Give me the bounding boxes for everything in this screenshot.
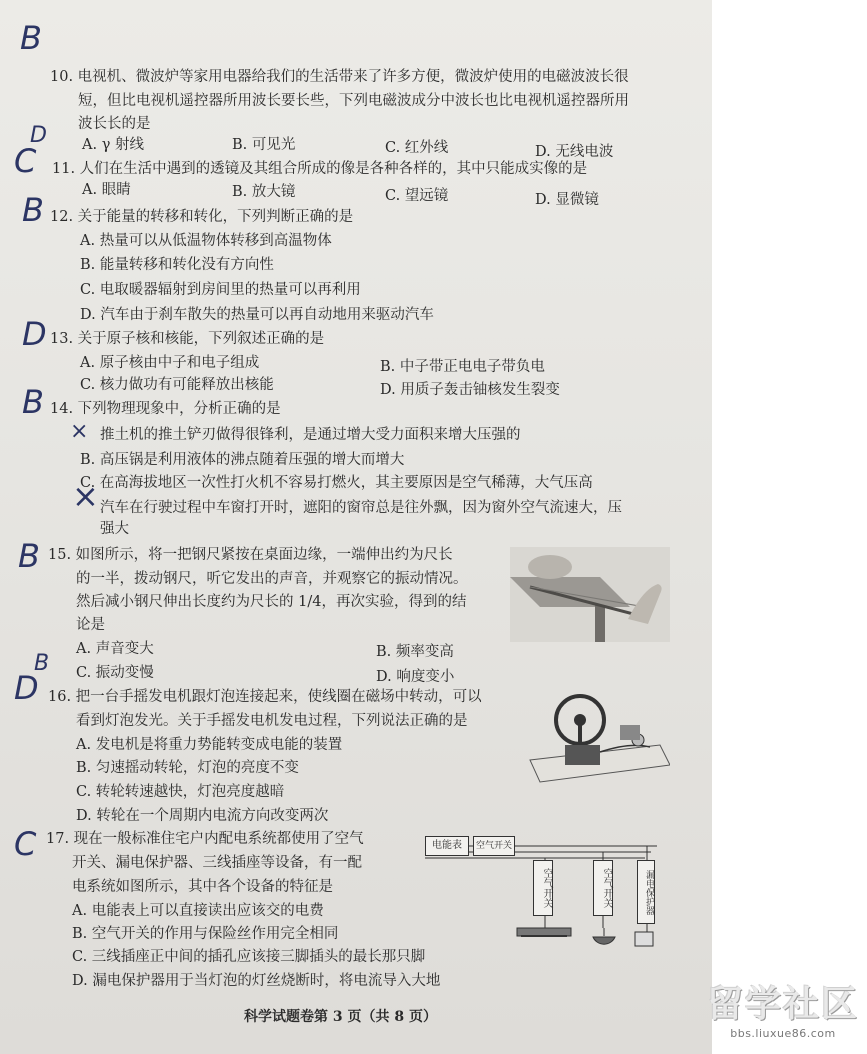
handwritten-cross-mark-a: × (70, 419, 89, 444)
q17-stem-line2: 开关、漏电保护器、三线插座等设备，有一配 (72, 855, 362, 871)
ruler-vibration-figure (510, 547, 670, 642)
q16-stem-line2: 看到灯泡发光。关于手摇发电机发电过程，下列说法正确的是 (76, 713, 468, 729)
watermark-logo-text: 留学社区 (706, 984, 859, 1025)
handwritten-answer-q10: B (20, 19, 42, 57)
q10-stem-line1: 10. 电视机、微波炉等家用电器给我们的生活带来了许多方便，微波炉使用的电磁波波长很 (50, 69, 629, 85)
q17-stem-line1: 17. 现在一般标准住宅户内配电系统都使用了空气 (46, 831, 364, 847)
q17-option-a: A. 电能表上可以直接读出应该交的电费 (72, 903, 324, 919)
handwritten-answer-q17: C (14, 825, 37, 863)
q14-option-c: C. 在高海拔地区一次性打火机不容易打燃火，其主要原因是空气稀薄，大气压高 (80, 475, 593, 491)
handwritten-answer-q16: D (14, 669, 39, 707)
q15-stem-line4: 论是 (76, 617, 105, 633)
q15-option-b: B. 频率变高 (376, 644, 454, 660)
q10-option-d: D. 无线电波 (535, 144, 614, 160)
q17-option-b: B. 空气开关的作用与保险丝作用完全相同 (72, 926, 339, 942)
air-switch-box-2: 空气开关 (593, 860, 613, 916)
q15-stem-line2: 的一半，拨动钢尺，听它发出的声音，并观察它的振动情况。 (76, 571, 468, 587)
q13-stem: 13. 关于原子核和核能，下列叙述正确的是 (50, 331, 325, 347)
handwritten-cross-mark-d: × (72, 477, 99, 515)
q12-option-c: C. 电取暖器辐射到房间里的热量可以再利用 (80, 282, 361, 298)
q16-stem-line1: 16. 把一台手摇发电机跟灯泡连接起来，使线圈在磁场中转动，可以 (48, 689, 482, 705)
hand-crank-generator-figure (520, 690, 670, 790)
q12-stem: 12. 关于能量的转移和转化，下列判断正确的是 (50, 209, 354, 225)
q11-option-c: C. 望远镜 (385, 188, 449, 204)
handwritten-answer-q15: B (18, 537, 40, 575)
q17-option-d: D. 漏电保护器用于当灯泡的灯丝烧断时，将电流导入大地 (72, 973, 441, 989)
q16-option-d: D. 转轮在一个周期内电流方向改变两次 (76, 808, 329, 824)
q13-option-c: C. 核力做功有可能释放出核能 (80, 377, 274, 393)
q15-stem-line3: 然后减小钢尺伸出长度约为尺长的 1/4，再次实验，得到的结 (76, 594, 467, 610)
q12-option-a: A. 热量可以从低温物体转移到高温物体 (80, 233, 332, 249)
q10-option-c: C. 红外线 (385, 140, 449, 156)
q15-option-c: C. 振动变慢 (76, 665, 154, 681)
q13-option-a: A. 原子核由中子和电子组成 (80, 355, 260, 371)
q16-option-a: A. 发电机是将重力势能转变成电能的装置 (76, 737, 343, 753)
q14-option-d-line2: 强大 (100, 521, 129, 537)
handwritten-answer-q11-alt: C (14, 142, 37, 180)
handwritten-answer-q13: D (22, 315, 47, 353)
q14-option-a: 推土机的推土铲刃做得很锋利，是通过增大受力面积来增大压强的 (100, 427, 521, 443)
q12-option-b: B. 能量转移和转化没有方向性 (80, 257, 274, 273)
q15-stem-line1: 15. 如图所示，将一把钢尺紧按在桌面边缘，一端伸出约为尺长 (48, 547, 453, 563)
q17-option-c: C. 三线插座正中间的插孔应该接三脚插头的最长那只脚 (72, 949, 426, 965)
leakage-protector-box: 漏电保护器 (637, 860, 655, 924)
q10-option-b: B. 可见光 (232, 137, 296, 153)
handwritten-answer-q16-alt: B (34, 651, 50, 676)
q13-option-d: D. 用质子轰击铀核发生裂变 (380, 382, 560, 398)
q10-stem-line2: 短，但比电视机遥控器所用波长要长些，下列电磁波成分中波长也比电视机遥控器所用 (78, 93, 629, 109)
q11-option-d: D. 显微镜 (535, 192, 599, 208)
page-footer: 科学试题卷第 3 页（共 8 页） (244, 1009, 437, 1025)
q16-option-c: C. 转轮转速越快，灯泡亮度越暗 (76, 784, 285, 800)
q11-stem: 11. 人们在生活中遇到的透镜及其组合所成的像是各种各样的，其中只能成实像的是 (52, 161, 588, 177)
watermark-url: bbs.liuxue86.com (730, 1027, 836, 1040)
site-watermark (707, 976, 859, 1040)
q17-stem-line3: 电系统如图所示，其中各个设备的特征是 (72, 879, 333, 895)
handwritten-answer-q11: D (30, 123, 47, 148)
q11-option-b: B. 放大镜 (232, 184, 296, 200)
q13-option-b: B. 中子带正电电子带负电 (380, 359, 545, 375)
q10-option-a: A. γ 射线 (82, 137, 144, 153)
q14-stem: 14. 下列物理现象中，分析正确的是 (50, 401, 281, 417)
main-air-switch-box: 空气开关 (473, 836, 515, 856)
air-switch-box-1: 空气开关 (533, 860, 553, 916)
q16-option-b: B. 匀速摇动转轮，灯泡的亮度不变 (76, 760, 299, 776)
q14-option-b: B. 高压锅是利用液体的沸点随着压强的增大而增大 (80, 452, 405, 468)
handwritten-answer-q12: B (22, 191, 44, 229)
q11-option-a: A. 眼睛 (82, 182, 131, 198)
q10-stem-line3: 波长长的是 (78, 116, 151, 132)
electric-meter-box: 电能表 (425, 836, 469, 856)
handwritten-answer-q14: B (22, 383, 44, 421)
distribution-system-figure (425, 832, 665, 957)
q12-option-d: D. 汽车由于刹车散失的热量可以再自动地用来驱动汽车 (80, 307, 434, 323)
q15-option-d: D. 响度变小 (376, 669, 455, 685)
q14-option-d-line1: 汽车在行驶过程中车窗打开时，遮阳的窗帘总是往外飘，因为窗外空气流速大，压 (100, 500, 622, 516)
q15-option-a: A. 声音变大 (76, 641, 154, 657)
